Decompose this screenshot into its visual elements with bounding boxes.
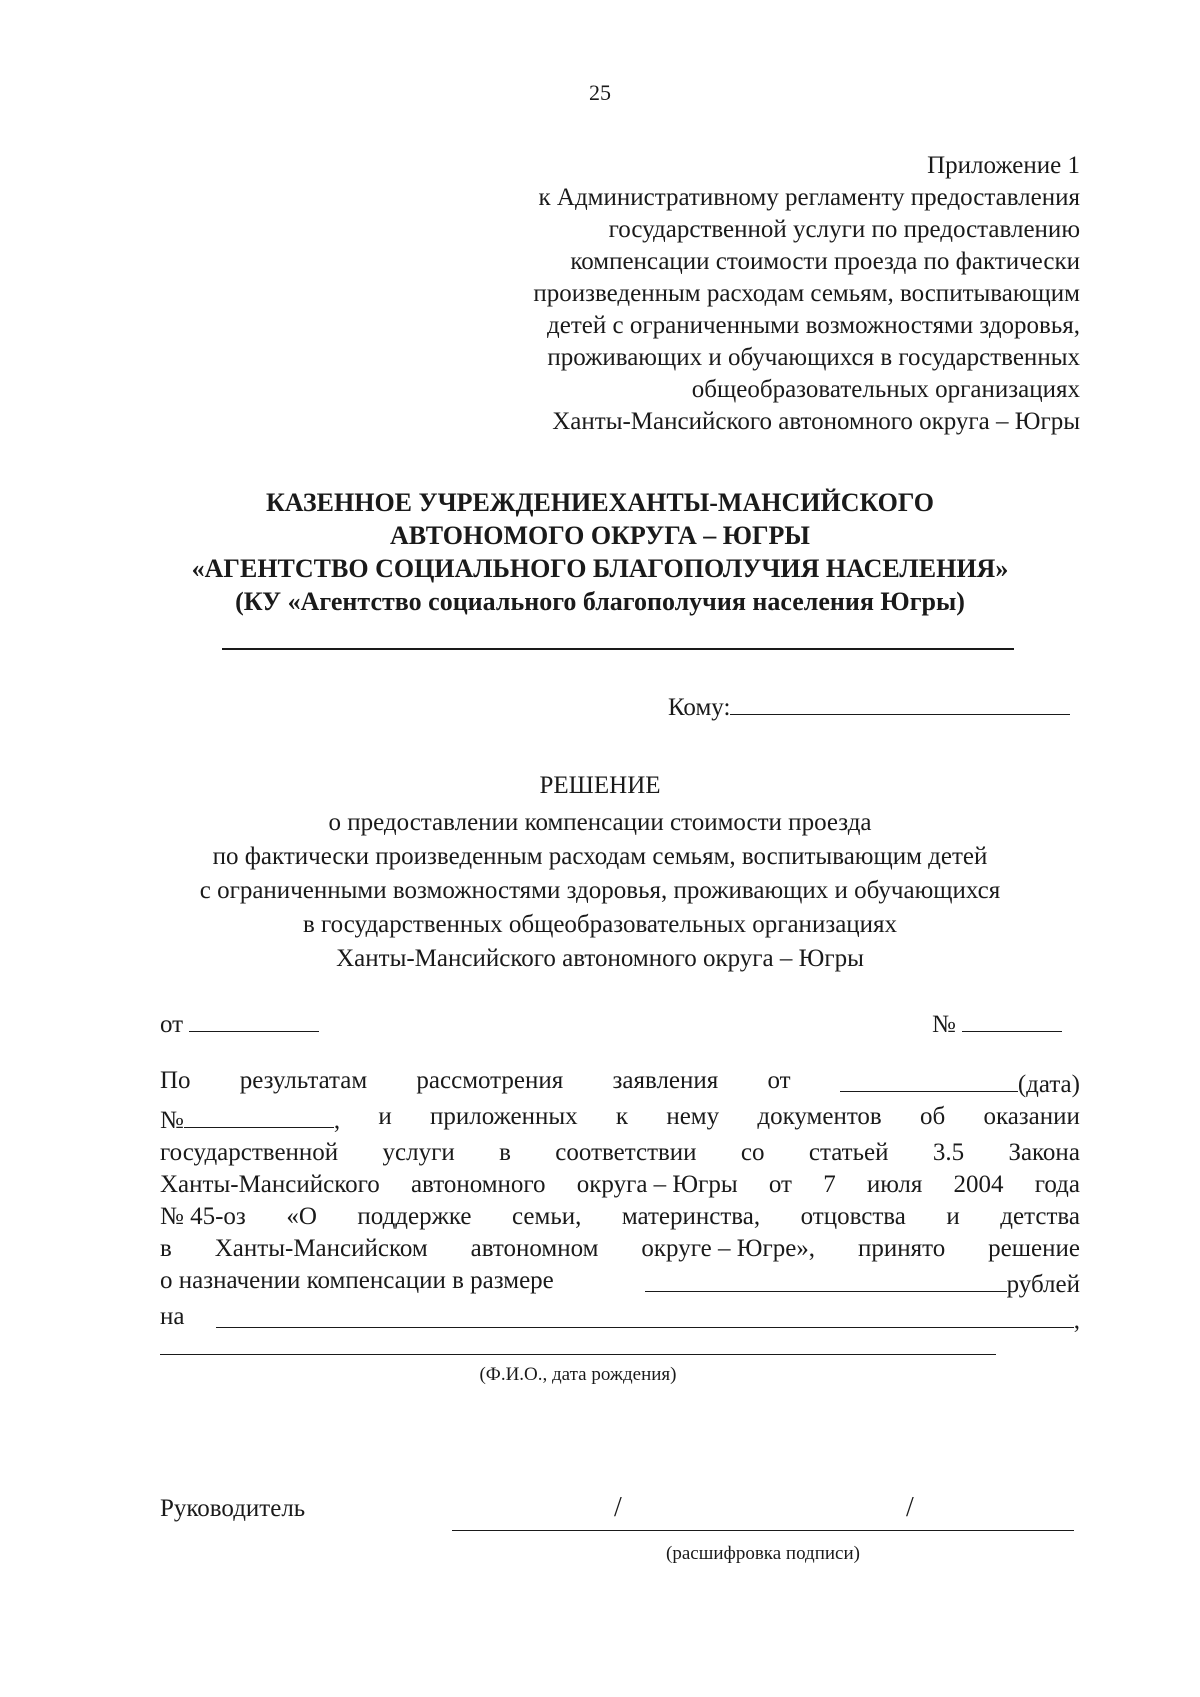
beneficiary-blank (216, 1301, 1074, 1328)
body-word: от (768, 1171, 792, 1198)
body-word: 3.5 (932, 1139, 965, 1166)
recipient-blank (730, 688, 1070, 715)
beneficiary-field (216, 1301, 1080, 1337)
body-word: № 45-оз (160, 1203, 246, 1230)
body-word: от (767, 1067, 791, 1094)
body-word: государственной (160, 1139, 339, 1166)
body-word: автономного (410, 1171, 546, 1198)
date-hint: (дата) (1017, 1071, 1080, 1098)
number-label: № (932, 1011, 956, 1038)
date-line (160, 1005, 319, 1039)
org-line: «АГЕНТСТВО СОЦИАЛЬНОГО БЛАГОПОЛУЧИЯ НАСЕЛЕНИЯ» (191, 554, 1009, 583)
signature-caption: (расшифровка подписи) (666, 1543, 860, 1564)
appendix-line: компенсации стоимости проезда по фактически (570, 248, 1080, 275)
org-line: КАЗЕННОЕ УЧРЕЖДЕНИЕХАНТЫ-МАНСИЙСКОГО (265, 488, 935, 517)
body-word: детства (1000, 1203, 1080, 1230)
body-word: в (499, 1139, 511, 1166)
body-word: оказании (983, 1103, 1080, 1130)
body-word: к (615, 1103, 629, 1130)
number-blank (962, 1005, 1062, 1032)
appendix-line: к Административному регламенту предоставления (538, 184, 1080, 211)
page-number: 25 (589, 80, 611, 105)
from-label: от (160, 1011, 184, 1038)
body-line-7 (160, 1265, 1080, 1301)
body-word: отцовства (800, 1203, 906, 1230)
body-word: документов (757, 1103, 882, 1130)
body-word: округе – Югре», (641, 1235, 816, 1262)
body-line-6 (160, 1233, 1080, 1265)
body-word: приложенных (429, 1103, 578, 1130)
body-word: округа – Югры (576, 1171, 738, 1198)
org-divider (222, 648, 1014, 650)
appendix-line: Ханты-Мансийского автономного округа – Югры (552, 408, 1080, 435)
body-word: «О (286, 1203, 317, 1230)
body-word: поддержке (357, 1203, 472, 1230)
signature-slash: / (614, 1492, 622, 1523)
body-word: года (1034, 1171, 1080, 1198)
body-word: и (378, 1103, 392, 1130)
appendix-line: государственной услуги по предоставлению (608, 216, 1080, 243)
head-label: Руководитель (160, 1495, 306, 1522)
body-comma: , (1073, 1307, 1080, 1334)
recipient-label: Кому: (668, 694, 731, 721)
fio-caption: (Ф.И.О., дата рождения) (479, 1364, 677, 1385)
body-word: результатам (239, 1067, 368, 1094)
subtitle-line: Ханты-Мансийского автономного округа – Югры (336, 945, 864, 972)
body-line-3 (160, 1137, 1080, 1169)
recipient-line (668, 688, 1070, 722)
body-word: , (333, 1107, 341, 1134)
decision-body (160, 1065, 1080, 1337)
body-line-2 (160, 1101, 1080, 1137)
body-word: Ханты-Мансийском (214, 1235, 428, 1262)
appendix-line: произведенным расходам семьям, воспитывающим (533, 280, 1080, 307)
body-word: заявления (612, 1067, 719, 1094)
date-blank (189, 1005, 319, 1032)
appendix-header (460, 150, 1080, 438)
application-number-label: № (160, 1107, 184, 1134)
body-line-8 (160, 1301, 1080, 1337)
body-word: решение (988, 1235, 1080, 1262)
body-line-1 (160, 1065, 1080, 1101)
subtitle-line: по фактически произведенным расходам семьям, воспитывающим детей (212, 843, 988, 870)
body-word: Ханты-Мансийского (160, 1171, 380, 1198)
organization-heading (0, 486, 1200, 618)
body-word: со (740, 1139, 765, 1166)
decision-title: РЕШЕНИЕ (539, 772, 661, 799)
signature-slash: / (906, 1492, 914, 1523)
body-line-5 (160, 1201, 1080, 1233)
application-date-blank (840, 1065, 1018, 1092)
body-word: Закона (1008, 1139, 1080, 1166)
signature-rule (452, 1530, 1074, 1531)
body-word: принято (857, 1235, 946, 1262)
body-word: 7 (823, 1171, 836, 1198)
org-line: АВТОНОМОГО ОКРУГА – ЮГРЫ (390, 521, 810, 550)
body-word: 2004 (953, 1171, 1004, 1198)
application-date-field (840, 1065, 1080, 1101)
currency-label: рублей (1006, 1271, 1080, 1298)
application-number-blank (184, 1101, 334, 1128)
decision-subtitle (0, 806, 1200, 976)
body-word: По (160, 1067, 191, 1094)
body-word: материнства, (621, 1203, 761, 1230)
body-line-4 (160, 1169, 1080, 1201)
amount-blank (645, 1265, 1007, 1292)
body-word: автономном (470, 1235, 599, 1262)
body-word: семьи, (512, 1203, 582, 1230)
appendix-line: общеобразовательных организациях (691, 376, 1080, 403)
amount-label: о назначении компенсации в размере (160, 1267, 554, 1294)
subtitle-line: в государственных общеобразовательных организациях (302, 911, 898, 938)
body-word: и (946, 1203, 960, 1230)
appendix-line: проживающих и обучающихся в государственных (547, 344, 1080, 371)
fio-rule (160, 1354, 996, 1355)
body-word: услуги (382, 1139, 455, 1166)
body-word: нему (666, 1103, 720, 1130)
subtitle-line: с ограниченными возможностями здоровья, проживающих и обучающихся (199, 877, 1001, 904)
body-word: статьей (808, 1139, 889, 1166)
appendix-line: Приложение 1 (927, 152, 1080, 179)
body-word: в (160, 1235, 172, 1262)
org-line: (КУ «Агентство социального благополучия населения Югры) (235, 587, 965, 616)
body-word: июля (866, 1171, 923, 1198)
subtitle-line: о предоставлении компенсации стоимости проезда (328, 809, 872, 836)
application-number-field (160, 1101, 340, 1137)
body-word: рассмотрения (416, 1067, 564, 1094)
body-word: соответствии (555, 1139, 697, 1166)
appendix-line: детей с ограниченными возможностями здоровья, (547, 312, 1080, 339)
number-line (932, 1005, 1062, 1039)
amount-field (645, 1265, 1080, 1301)
recipient-prefix: на (160, 1303, 185, 1330)
body-word: об (919, 1103, 946, 1130)
